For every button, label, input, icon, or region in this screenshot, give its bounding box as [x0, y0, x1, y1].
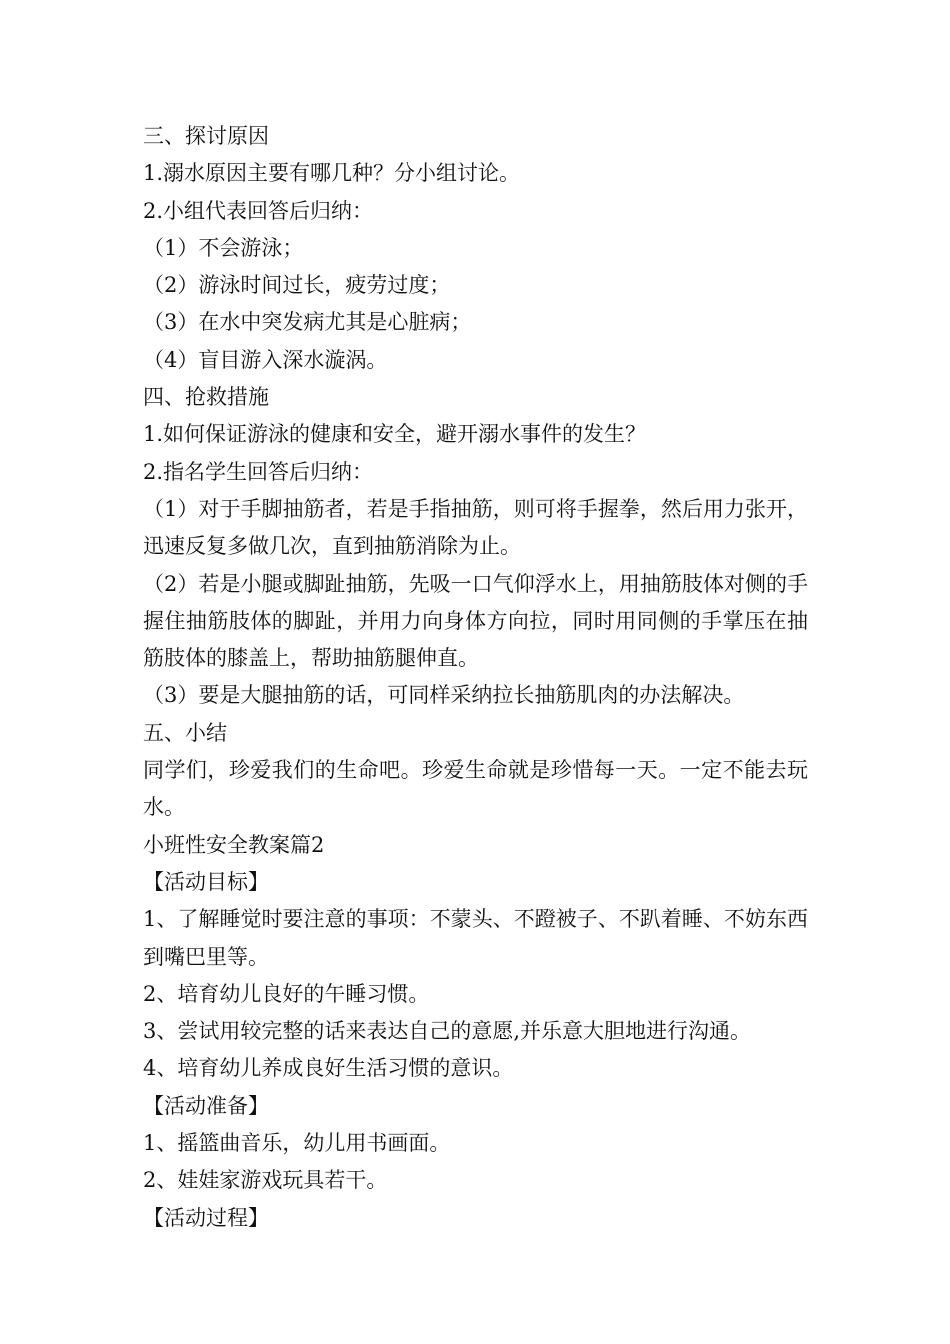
prep-1: 1、摇篮曲音乐，幼儿用书画面。 [143, 1131, 451, 1156]
heading-wu: 五、小结 [143, 720, 227, 745]
goal-4: 4、培育幼儿养成良好生活习惯的意识。 [143, 1056, 514, 1081]
goal-1: 1、了解睡觉时要注意的事项：不蒙头、不蹬被子、不趴着睡、不妨东西到嘴巴里等。 [143, 907, 808, 969]
reason-4: （4）盲目游入深水漩涡。 [143, 347, 388, 372]
measure-3: （3）要是大腿抽筋的话，可同样采纳拉长抽筋肌肉的办法解决。 [143, 683, 745, 708]
heading-process: 【活动过程】 [143, 1205, 269, 1230]
item-2-1: 1.如何保证游泳的健康和安全，避开溺水事件的发生？ [143, 422, 647, 447]
prep-2: 2、娃娃家游戏玩具若干。 [143, 1168, 388, 1193]
item-2-2: 2.指名学生回答后归纳： [143, 459, 374, 484]
goal-3: 3、尝试用较完整的话来表达自己的意愿,并乐意大胆地进行沟通。 [143, 1019, 752, 1044]
reason-2: （2）游泳时间过长，疲劳过度； [143, 273, 451, 298]
heading-san: 三、探讨原因 [143, 124, 269, 148]
item-1-1: 1.溺水原因主要有哪几种？分小组讨论。 [143, 161, 521, 186]
summary: 同学们，珍爱我们的生命吧。珍爱生命就是珍惜每一天。一定不能去玩水。 [143, 758, 808, 820]
heading-goals: 【活动目标】 [143, 869, 269, 894]
measure-1: （1）对于手脚抽筋者，若是手指抽筋，则可将手握拳，然后用力张开，迅速反复多做几次，直到抽筋消除为止。 [143, 496, 808, 559]
goal-2: 2、培育幼儿良好的午睡习惯。 [143, 981, 430, 1006]
section-title: 小班性安全教案篇2 [143, 832, 325, 857]
reason-3: （3）在水中突发病尤其是心脏病； [143, 310, 472, 335]
document-body [143, 118, 808, 1237]
measure-2: （2）若是小腿或脚趾抽筋，先吸一口气仰浮水上，用抽筋肢体对侧的手握住抽筋肢体的脚趾，并用力向身体方向拉，同时用同侧的手掌压在抽筋肢体的膝盖上，帮助抽筋腿伸直。 [143, 571, 808, 671]
item-1-2: 2.小组代表回答后归纳： [143, 198, 374, 223]
heading-prep: 【活动准备】 [143, 1093, 269, 1118]
heading-si: 四、抢救措施 [143, 385, 269, 410]
reason-1: （1）不会游泳； [143, 235, 304, 260]
